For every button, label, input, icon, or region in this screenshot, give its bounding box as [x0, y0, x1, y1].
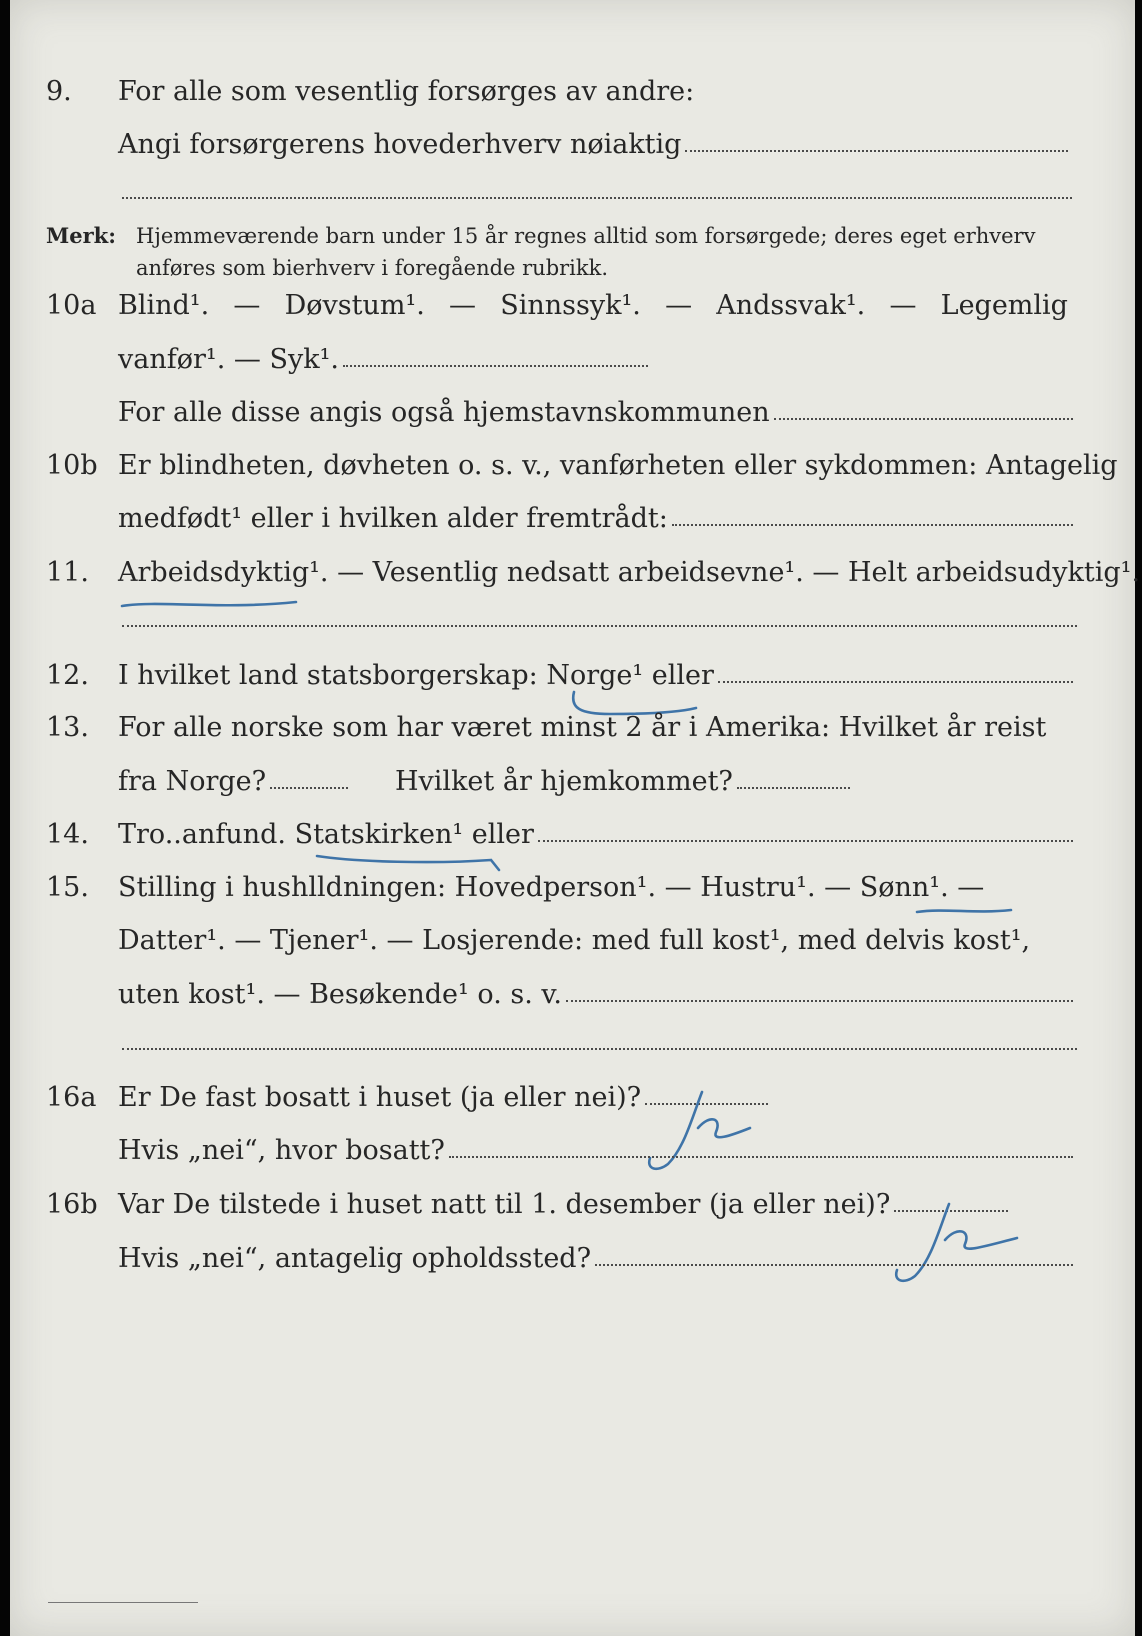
- q10a-municipality-line[interactable]: [774, 418, 1073, 420]
- q11-line1: Arbeidsdyktig¹. — Vesentlig nedsatt arbeidsevne¹. — Helt arbeidsudyktig¹.: [118, 557, 1141, 588]
- q16a-residence-line[interactable]: [449, 1156, 1073, 1158]
- q9-number: 9.: [46, 76, 72, 107]
- q14-answer-line[interactable]: [538, 840, 1073, 842]
- q10a-number: 10a: [46, 290, 97, 321]
- q12-answer-line[interactable]: [718, 681, 1073, 683]
- q13-line1: For alle norske som har været minst 2 år i Amerika: Hvilket år reist: [118, 712, 1047, 743]
- q13-row2: [10, 762, 1135, 802]
- q10b-line1: Er blindheten, døvheten o. s. v., vanførheten eller sykdommen: Antagelig: [118, 450, 1118, 481]
- q16b-line2: Hvis „nei“, antagelig opholdssted?: [118, 1243, 592, 1274]
- q9-heading: For alle som vesentlig forsørges av andre:: [118, 76, 695, 107]
- q10a-options: [118, 286, 1068, 326]
- q11-extra-line[interactable]: [122, 625, 1077, 627]
- option-legemlig: Legemlig: [940, 290, 1068, 321]
- q13-return-line[interactable]: [737, 787, 850, 789]
- option-blind: Blind¹.: [118, 290, 210, 321]
- option-dovstum: Døvstum¹.: [284, 290, 425, 321]
- q12-line1: I hvilket land statsborgerskap: Norge¹ eller: [118, 660, 714, 691]
- q10a-row2: [10, 340, 1135, 380]
- q10b-number: 10b: [46, 450, 98, 481]
- q10b-row: [10, 446, 1135, 486]
- q15-row2: [10, 921, 1135, 961]
- q10a-line2: vanfør¹. — Syk¹.: [118, 344, 339, 375]
- q10a-row: [10, 286, 1135, 326]
- q13-row: [10, 708, 1135, 748]
- q15-answer-line[interactable]: [566, 1000, 1073, 1002]
- ink-underline-arbeidsdyktig: [120, 596, 300, 614]
- q16a-line1: Er De fast bosatt i huset (ja eller nei)?: [118, 1082, 642, 1113]
- dash: —: [665, 290, 693, 321]
- q15-number: 15.: [46, 872, 89, 903]
- option-sinnssyk: Sinnssyk¹.: [500, 290, 641, 321]
- q10a-answer-line[interactable]: [343, 365, 648, 367]
- q15-line2: Datter¹. — Tjener¹. — Losjerende: med full kost¹, med delvis kost¹,: [118, 925, 1031, 956]
- dash: —: [889, 290, 917, 321]
- q16b-row2: [10, 1239, 1135, 1279]
- q10a-line3: For alle disse angis også hjemstavnskommunen: [118, 397, 770, 428]
- census-form-page: [10, 0, 1141, 1636]
- merk-row2: [10, 248, 1135, 288]
- q12-number: 12.: [46, 660, 89, 691]
- q14-number: 14.: [46, 819, 89, 850]
- q16a-line2: Hvis „nei“, hvor bosatt?: [118, 1135, 445, 1166]
- q9-answer-line[interactable]: [685, 150, 1068, 152]
- q10a-row3: [10, 393, 1135, 433]
- q15-line3: uten kost¹. — Besøkende¹ o. s. v.: [118, 979, 563, 1010]
- footer-rule: [48, 1602, 198, 1603]
- q14-line1: Tro..anfund. Statskirken¹ eller: [118, 819, 534, 850]
- q16b-whereabouts-line[interactable]: [595, 1264, 1073, 1266]
- q11-number: 11.: [46, 557, 89, 588]
- q10b-line2: medfødt¹ eller i hvilken alder fremtrådt:: [118, 503, 668, 534]
- q15-row: [10, 868, 1135, 908]
- q9-prompt: Angi forsørgerens hovederhverv nøiaktig: [118, 129, 682, 160]
- q16a-row2: [10, 1131, 1135, 1171]
- dash: —: [449, 290, 477, 321]
- q13-line2a: fra Norge?: [118, 766, 267, 797]
- q10b-row2: [10, 499, 1135, 539]
- q11-row: [10, 553, 1141, 593]
- q16a-number: 16a: [46, 1082, 97, 1113]
- q15-extra-line[interactable]: [122, 1048, 1077, 1050]
- q9-answer-row: [10, 125, 1135, 165]
- q9-row: [10, 72, 1135, 112]
- q13-departure-line[interactable]: [270, 787, 348, 789]
- q14-row: [10, 815, 1135, 855]
- q15-row3: [10, 975, 1135, 1015]
- option-andssvak: Andssvak¹.: [716, 290, 866, 321]
- q16b-line1: Var De tilstede i huset natt til 1. desember (ja eller nei)?: [118, 1189, 891, 1220]
- dash: —: [233, 290, 261, 321]
- ink-underline-sonn: [915, 904, 1015, 920]
- q15-line1: Stilling i hushlldningen: Hovedperson¹. — Hustru¹. — Sønn¹. —: [118, 872, 985, 903]
- q16b-number: 16b: [46, 1189, 98, 1220]
- merk-label: Merk:: [46, 223, 116, 248]
- merk-line1: Hjemmeværende barn under 15 år regnes alltid som forsørgede; deres eget erhverv: [136, 224, 1036, 248]
- merk-line2: anføres som bierhverv i foregående rubrikk.: [136, 256, 609, 280]
- q16a-row: [10, 1078, 1135, 1118]
- q9-extra-line[interactable]: [122, 197, 1072, 199]
- q13-line2b: Hvilket år hjemkommet?: [395, 766, 733, 797]
- q13-number: 13.: [46, 712, 89, 743]
- q10b-answer-line[interactable]: [672, 524, 1073, 526]
